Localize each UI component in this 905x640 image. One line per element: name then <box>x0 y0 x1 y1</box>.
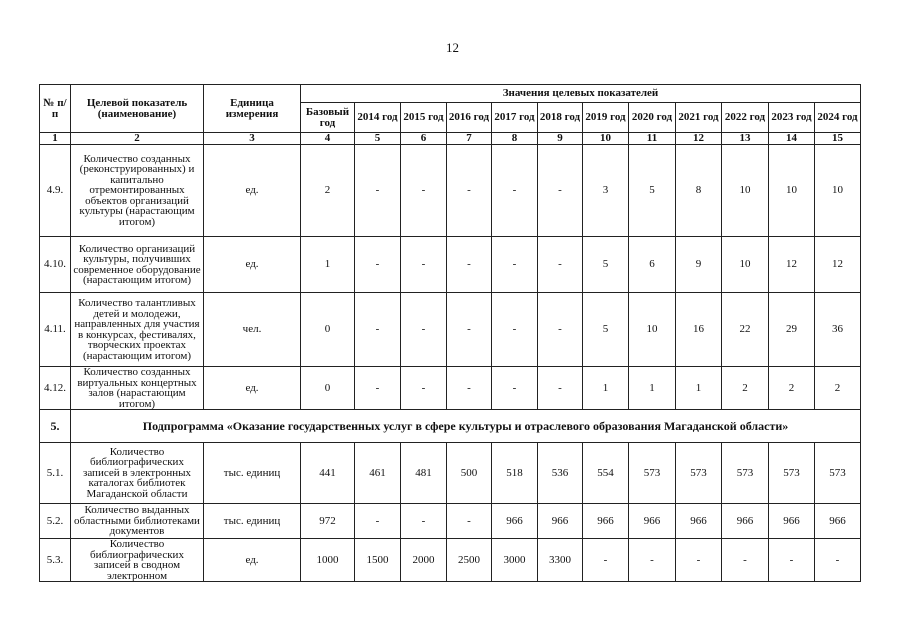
value-cell: 972 <box>301 504 355 539</box>
unit: тыс. единиц <box>204 504 301 539</box>
value-cell: 3 <box>583 145 629 237</box>
table-row <box>40 293 861 367</box>
value-cell: 573 <box>815 443 861 504</box>
column-number: 11 <box>629 133 676 145</box>
unit: ед. <box>204 145 301 237</box>
column-number: 8 <box>492 133 538 145</box>
value-cell: 1 <box>301 237 355 293</box>
row-num: 4.10. <box>40 237 71 293</box>
value-cell: 554 <box>583 443 629 504</box>
value-cell: - <box>676 539 722 582</box>
indicator-name: Количество выданных областными библиотеками документов <box>71 504 204 539</box>
value-cell: 966 <box>538 504 583 539</box>
column-number: 3 <box>204 133 301 145</box>
header-values-title: Значения целевых показателей <box>301 85 861 103</box>
unit: ед. <box>204 367 301 410</box>
value-cell: 0 <box>301 367 355 410</box>
indicator-name: Количество созданных виртуальных концертных залов (нарастающим итогом) <box>71 367 204 410</box>
value-cell: 500 <box>447 443 492 504</box>
value-cell: 481 <box>401 443 447 504</box>
unit: чел. <box>204 293 301 367</box>
value-cell: 10 <box>769 145 815 237</box>
column-number: 10 <box>583 133 629 145</box>
header-year: 2021 год <box>676 103 722 133</box>
value-cell: - <box>355 504 401 539</box>
header-year: 2014 год <box>355 103 401 133</box>
indicators-group-5 <box>40 443 861 582</box>
value-cell: - <box>447 293 492 367</box>
value-cell: - <box>447 367 492 410</box>
value-cell: 966 <box>676 504 722 539</box>
value-cell: 1000 <box>301 539 355 582</box>
column-number: 9 <box>538 133 583 145</box>
row-num: 4.11. <box>40 293 71 367</box>
column-number: 7 <box>447 133 492 145</box>
value-cell: - <box>538 293 583 367</box>
column-number: 15 <box>815 133 861 145</box>
table-row <box>40 367 861 410</box>
indicator-name: Количество талантливых детей и молодежи, направленных для участия в конкурсах, фестивалях, творческих проектах (нарастающим итогом) <box>71 293 204 367</box>
value-cell: - <box>355 145 401 237</box>
value-cell: 2500 <box>447 539 492 582</box>
header-year: 2016 год <box>447 103 492 133</box>
value-cell: - <box>815 539 861 582</box>
value-cell: - <box>355 293 401 367</box>
value-cell: 10 <box>722 237 769 293</box>
value-cell: 6 <box>629 237 676 293</box>
column-number: 2 <box>71 133 204 145</box>
unit: тыс. единиц <box>204 443 301 504</box>
indicators-group-4 <box>40 145 861 410</box>
value-cell: 1 <box>676 367 722 410</box>
header-year: 2023 год <box>769 103 815 133</box>
header-unit: Единица измерения <box>204 85 301 133</box>
table-row <box>40 443 861 504</box>
page-number: 12 <box>446 40 459 55</box>
value-cell: - <box>492 293 538 367</box>
value-cell: 536 <box>538 443 583 504</box>
value-cell: 2 <box>769 367 815 410</box>
value-cell: - <box>538 237 583 293</box>
column-number-row <box>40 133 861 145</box>
indicator-name: Количество библиографических записей в электронных каталогах библиотек Магаданской области <box>71 443 204 504</box>
table-row <box>40 539 861 582</box>
value-cell: 12 <box>815 237 861 293</box>
subprogram-num: 5. <box>40 410 71 443</box>
value-cell: 461 <box>355 443 401 504</box>
value-cell: 9 <box>676 237 722 293</box>
value-cell: 573 <box>769 443 815 504</box>
value-cell: - <box>722 539 769 582</box>
value-cell: 1500 <box>355 539 401 582</box>
value-cell: 0 <box>301 293 355 367</box>
value-cell: - <box>769 539 815 582</box>
value-cell: 966 <box>815 504 861 539</box>
value-cell: - <box>447 237 492 293</box>
value-cell: - <box>401 237 447 293</box>
value-cell: 10 <box>629 293 676 367</box>
value-cell: 966 <box>769 504 815 539</box>
value-cell: 441 <box>301 443 355 504</box>
value-cell: - <box>447 504 492 539</box>
value-cell: - <box>583 539 629 582</box>
value-cell: 966 <box>583 504 629 539</box>
value-cell: - <box>492 237 538 293</box>
subprogram-row <box>40 410 861 443</box>
header-indicator: Целевой показатель (наименование) <box>71 85 204 133</box>
value-cell: - <box>355 367 401 410</box>
header-row-1 <box>40 85 861 103</box>
header-year: 2018 год <box>538 103 583 133</box>
value-cell: - <box>355 237 401 293</box>
header-year: 2022 год <box>722 103 769 133</box>
value-cell: 518 <box>492 443 538 504</box>
value-cell: 573 <box>629 443 676 504</box>
unit: ед. <box>204 237 301 293</box>
table-row <box>40 145 861 237</box>
value-cell: - <box>401 367 447 410</box>
value-cell: - <box>492 367 538 410</box>
value-cell: - <box>492 145 538 237</box>
value-cell: 16 <box>676 293 722 367</box>
value-cell: 5 <box>583 237 629 293</box>
indicator-name: Количество библиографических записей в сводном электронном <box>71 539 204 582</box>
column-number: 4 <box>301 133 355 145</box>
value-cell: 8 <box>676 145 722 237</box>
value-cell: 12 <box>769 237 815 293</box>
value-cell: 5 <box>583 293 629 367</box>
value-cell: 2000 <box>401 539 447 582</box>
column-number: 14 <box>769 133 815 145</box>
value-cell: - <box>401 504 447 539</box>
value-cell: - <box>538 145 583 237</box>
column-number: 5 <box>355 133 401 145</box>
value-cell: 3300 <box>538 539 583 582</box>
value-cell: 1 <box>629 367 676 410</box>
row-num: 5.2. <box>40 504 71 539</box>
value-cell: - <box>401 145 447 237</box>
indicator-name: Количество созданных (реконструированных) и капитально отремонтированных объектов организаций культуры (нарастающим итогом) <box>71 145 204 237</box>
value-cell: 3000 <box>492 539 538 582</box>
value-cell: 573 <box>676 443 722 504</box>
value-cell: 2 <box>301 145 355 237</box>
value-cell: 29 <box>769 293 815 367</box>
row-num: 5.3. <box>40 539 71 582</box>
value-cell: 573 <box>722 443 769 504</box>
column-number: 1 <box>40 133 71 145</box>
header-year: Базовый год <box>301 103 355 133</box>
subprogram-title: Подпрограмма «Оказание государственных услуг в сфере культуры и отраслевого образования Магаданской области» <box>71 410 861 443</box>
indicator-name: Количество организаций культуры, получивших современное оборудование (нарастающим итогом) <box>71 237 204 293</box>
value-cell: 2 <box>815 367 861 410</box>
row-num: 5.1. <box>40 443 71 504</box>
table-row <box>40 237 861 293</box>
value-cell: 2 <box>722 367 769 410</box>
row-num: 4.12. <box>40 367 71 410</box>
value-cell: - <box>401 293 447 367</box>
header-year: 2024 год <box>815 103 861 133</box>
header-num: № п/п <box>40 85 71 133</box>
target-indicators-table <box>39 84 861 582</box>
header-year: 2017 год <box>492 103 538 133</box>
header-year: 2019 год <box>583 103 629 133</box>
value-cell: 10 <box>815 145 861 237</box>
value-cell: 966 <box>629 504 676 539</box>
column-number: 6 <box>401 133 447 145</box>
column-number: 12 <box>676 133 722 145</box>
header-year: 2020 год <box>629 103 676 133</box>
value-cell: 5 <box>629 145 676 237</box>
table-row <box>40 504 861 539</box>
row-num: 4.9. <box>40 145 71 237</box>
value-cell: - <box>538 367 583 410</box>
value-cell: - <box>447 145 492 237</box>
value-cell: 22 <box>722 293 769 367</box>
unit: ед. <box>204 539 301 582</box>
value-cell: 966 <box>722 504 769 539</box>
header-year: 2015 год <box>401 103 447 133</box>
value-cell: 966 <box>492 504 538 539</box>
value-cell: 10 <box>722 145 769 237</box>
column-number: 13 <box>722 133 769 145</box>
value-cell: - <box>629 539 676 582</box>
value-cell: 1 <box>583 367 629 410</box>
value-cell: 36 <box>815 293 861 367</box>
